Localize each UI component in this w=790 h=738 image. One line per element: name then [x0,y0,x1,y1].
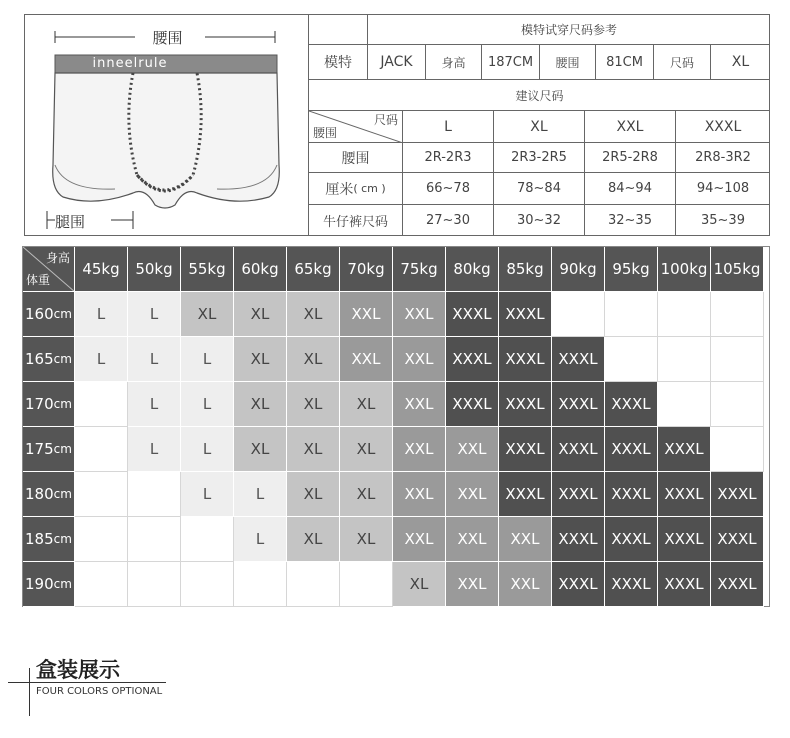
size-cell: L [128,382,181,427]
size-cell: XXXL [552,382,605,427]
size-cell [658,337,711,382]
height-row-header [23,472,75,517]
waist-r-XXXL: 2R8-3R2 [676,143,770,173]
size-cell: L [181,472,234,517]
size-cell [128,562,181,607]
height-unit: cm [53,532,72,546]
height-unit: cm [53,442,72,456]
cm-L: 66~78 [403,173,494,205]
size-cell: XL [340,427,393,472]
size-cell [128,517,181,562]
size-cell: XL [287,337,340,382]
size-corner-cell [309,111,403,143]
waist-label-cell: 腰围 [540,45,596,80]
size-cell: XXXL [605,427,658,472]
corner-waist-label: 腰围 [313,126,338,140]
row-label-jeans: 牛仔裤尺码 [309,205,403,236]
brand-label: inneelrule [92,56,168,71]
corner-size-label: 尺码 [373,113,398,127]
model-name: JACK [368,45,426,80]
size-cell: XXL [340,337,393,382]
grid-corner-weight-label: 体重 [26,273,51,287]
height-value: 170 [25,395,54,413]
size-cell: XXXL [552,472,605,517]
height-row-header [23,562,75,607]
size-cell: L [234,472,287,517]
size-cell: XL [393,562,446,607]
size-cell: XL [234,382,287,427]
size-cell [181,517,234,562]
size-header-XL: XL [494,111,585,143]
size-cell: XXXL [658,427,711,472]
size-cell [711,337,764,382]
height-value: 187CM [482,45,540,80]
size-cell: XXXL [446,292,499,337]
size-cell: XXXL [658,517,711,562]
size-cell [605,292,658,337]
size-cell: XXXL [658,472,711,517]
size-cell: XL [287,382,340,427]
size-cell: XXL [393,337,446,382]
cm-XL: 78~84 [494,173,585,205]
size-cell [128,472,181,517]
height-unit: cm [53,397,72,411]
size-cell: XL [287,292,340,337]
size-cell: XXL [446,562,499,607]
size-cell: XXXL [552,337,605,382]
size-cell [605,337,658,382]
size-cell [75,382,128,427]
footer-vertical-line [29,668,30,716]
size-cell [75,562,128,607]
size-cell: L [234,517,287,562]
cm-XXL: 84~94 [585,173,676,205]
weight-header: 70kg [340,247,393,292]
jeans-XL: 30~32 [494,205,585,236]
waist-r-L: 2R-2R3 [403,143,494,173]
size-cell: XXXL [605,382,658,427]
height-row-header [23,382,75,427]
size-cell [711,382,764,427]
size-cell: L [181,382,234,427]
height-unit: cm [53,352,72,366]
size-cell: XXXL [552,427,605,472]
size-cell: XL [340,382,393,427]
suggest-title: 建议尺码 [309,80,770,111]
size-header-XXXL: XXXL [676,111,770,143]
size-cell: L [128,427,181,472]
size-cell: XXXL [499,427,552,472]
height-value: 165 [25,350,54,368]
size-cell: XXXL [605,562,658,607]
size-cell: XXXL [552,562,605,607]
row-label-waist: 腰围 [309,143,403,173]
size-cell [552,292,605,337]
weight-header: 60kg [234,247,287,292]
size-cell: XXL [393,382,446,427]
size-cell: XL [287,427,340,472]
size-cell: XXL [446,517,499,562]
box-display-subtitle: FOUR COLORS OPTIONAL [36,686,163,697]
height-row-header [23,427,75,472]
height-value: 190 [25,575,54,593]
grid-corner-cell [23,247,75,292]
box-display-title: 盒装展示 [36,658,120,682]
height-row-header [23,337,75,382]
size-cell: XXL [340,292,393,337]
row-label-cm-text: 厘米 [325,181,354,198]
size-cell: L [128,337,181,382]
jeans-L: 27~30 [403,205,494,236]
size-cell: XXXL [552,517,605,562]
cm-XXXL: 94~108 [676,173,770,205]
height-value: 160 [25,305,54,323]
size-cell [711,427,764,472]
weight-header: 100kg [658,247,711,292]
waist-value: 81CM [596,45,654,80]
weight-header: 95kg [605,247,658,292]
size-cell [287,562,340,607]
size-cell: L [181,337,234,382]
size-cell: XXL [499,517,552,562]
jeans-XXL: 32~35 [585,205,676,236]
waist-r-XXL: 2R5-2R8 [585,143,676,173]
size-cell: XXL [393,472,446,517]
size-cell: XL [234,337,287,382]
size-cell [658,292,711,337]
size-cell: L [128,292,181,337]
size-cell: XL [234,427,287,472]
size-cell: XL [340,517,393,562]
leg-label: 腿围 [55,213,86,231]
size-cell: XXXL [446,337,499,382]
height-unit: cm [53,487,72,501]
weight-header: 65kg [287,247,340,292]
model-table-title: 模特试穿尺码参考 [368,15,770,45]
size-label: 尺码 [654,45,711,80]
height-value: 180 [25,485,54,503]
height-label: 身高 [426,45,482,80]
size-cell [711,292,764,337]
size-cell: XL [181,292,234,337]
size-cell: L [75,337,128,382]
size-cell: XXXL [499,472,552,517]
size-cell: XXXL [711,517,764,562]
size-cell: L [75,292,128,337]
height-unit: cm [53,307,72,321]
size-cell [75,427,128,472]
size-header-XXL: XXL [585,111,676,143]
size-cell: XXXL [605,472,658,517]
size-cell: L [181,427,234,472]
size-cell: XXXL [499,292,552,337]
height-row-header [23,517,75,562]
weight-header: 50kg [128,247,181,292]
size-header-L: L [403,111,494,143]
height-value: 175 [25,440,54,458]
jeans-XXXL: 35~39 [701,213,745,228]
size-cell: XXL [393,517,446,562]
height-value: 185 [25,530,54,548]
size-cell: XL [340,472,393,517]
height-row-header [23,292,75,337]
size-cell [75,517,128,562]
size-cell: XXXL [446,382,499,427]
size-cell: XXXL [605,517,658,562]
row-label-cm [309,173,403,205]
size-cell: XXXL [499,337,552,382]
size-cell: XXXL [711,562,764,607]
height-unit: cm [53,577,72,591]
size-cell: XXL [446,427,499,472]
weight-header: 105kg [711,247,764,292]
size-cell [658,382,711,427]
size-cell [340,562,393,607]
size-cell [181,562,234,607]
size-cell: XXXL [711,472,764,517]
weight-header: 90kg [552,247,605,292]
size-cell [234,562,287,607]
height-weight-size-grid [22,246,770,607]
waist-label: 腰围 [152,29,183,47]
grid-corner-height-label: 身高 [45,251,70,265]
weight-header: 80kg [446,247,499,292]
boxer-brief-drawing [25,15,310,237]
size-cell: XXL [499,562,552,607]
size-cell: XXL [393,427,446,472]
weight-header: 55kg [181,247,234,292]
weight-header: 85kg [499,247,552,292]
title-stub [309,15,368,45]
size-cell: XXXL [499,382,552,427]
size-cell [75,472,128,517]
size-cell: XL [287,472,340,517]
size-cell: XXL [446,472,499,517]
underwear-illustration-panel [24,14,309,236]
weight-header: 45kg [75,247,128,292]
weight-header: 75kg [393,247,446,292]
size-cell: XL [287,517,340,562]
size-cell: XL [234,292,287,337]
size-cell: XXL [393,292,446,337]
row-label-cm-unit: ( cm ) [353,182,386,195]
size-value: XL [711,45,770,80]
model-size-table [309,14,770,236]
model-label: 模特 [309,45,368,80]
size-cell: XXXL [658,562,711,607]
waist-r-XL: 2R3-2R5 [494,143,585,173]
